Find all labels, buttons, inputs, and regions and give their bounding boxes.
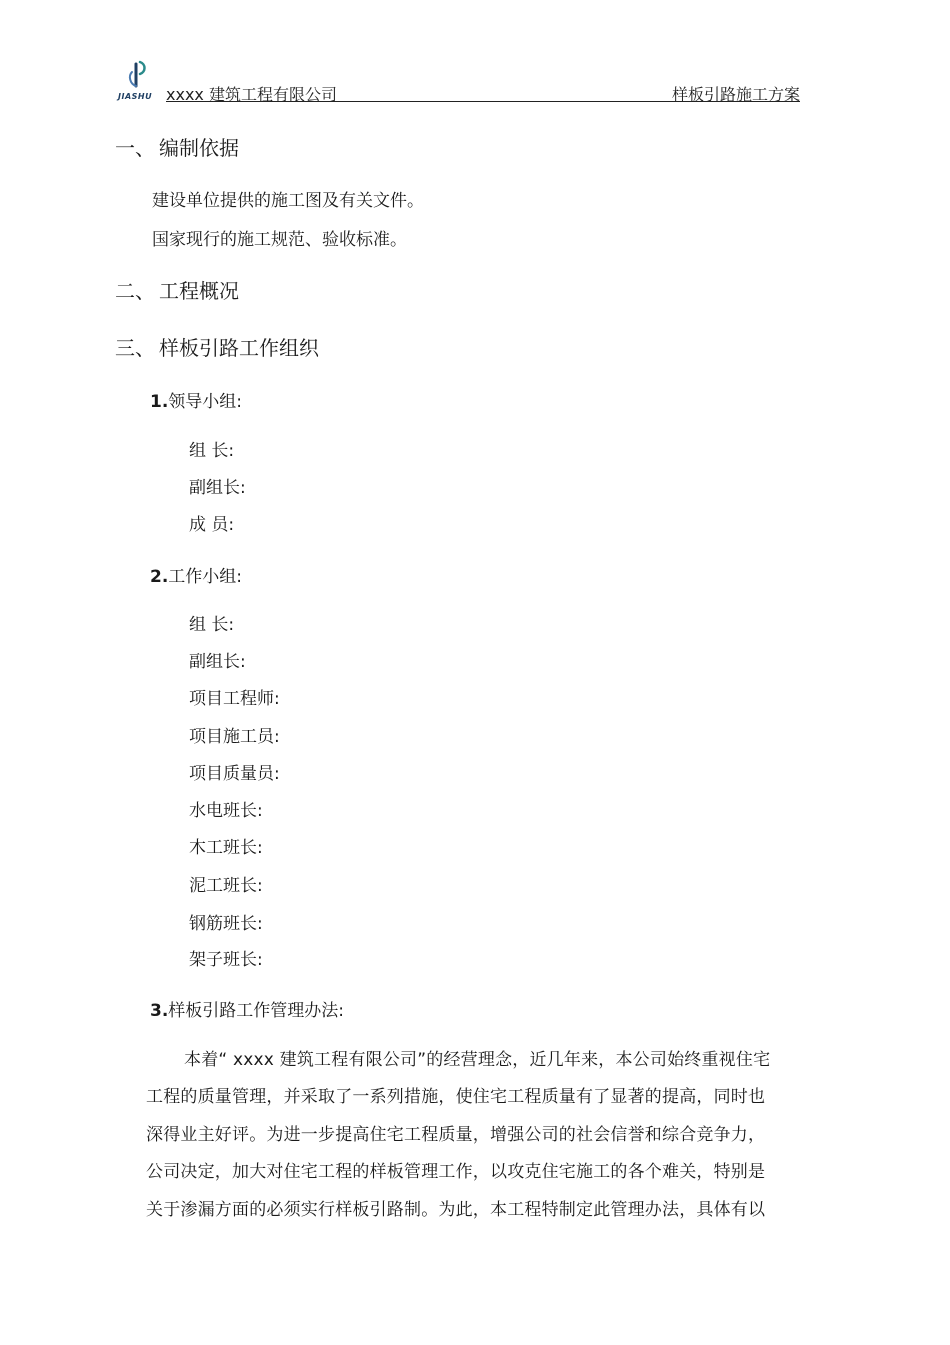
section-title: 工程概况 bbox=[159, 279, 239, 303]
section-title: 样板引路工作组织 bbox=[159, 336, 319, 360]
list-item: 副组长: bbox=[189, 478, 246, 498]
logo-mark-icon bbox=[118, 60, 158, 92]
header-company-name: xxxx 建筑工程有限公司 bbox=[166, 85, 337, 104]
list-item: 组 长: bbox=[189, 441, 235, 461]
list-item: 项目工程师: bbox=[189, 689, 280, 709]
subheading-title: 领导小组: bbox=[168, 392, 243, 412]
body-text-line: 深得业主好评。为进一步提高住宅工程质量，增强公司的社会信誉和综合竞争力， bbox=[146, 1125, 766, 1145]
list-item: 水电班长: bbox=[189, 801, 263, 821]
subheading-number: 1. bbox=[150, 392, 169, 412]
paragraph-basis-2: 国家现行的施工规范、验收标准。 bbox=[152, 230, 407, 250]
list-item: 木工班长: bbox=[189, 838, 263, 858]
subheading-management bbox=[150, 996, 344, 1021]
page-header bbox=[118, 60, 800, 104]
subheading-title: 工作小组: bbox=[168, 567, 243, 587]
body-text-line: 工程的质量管理，并采取了一系列措施，使住宅工程质量有了显著的提高，同时也 bbox=[146, 1087, 766, 1107]
section-heading-3 bbox=[115, 332, 319, 361]
section-title: 编制依据 bbox=[159, 136, 239, 160]
list-item: 项目施工员: bbox=[189, 727, 280, 747]
body-text-line: 本着“ xxxx 建筑工程有限公司”的经营理念，近几年来，本公司始终重视住宅 bbox=[184, 1050, 771, 1070]
subheading-title: 样板引路工作管理办法: bbox=[168, 1001, 345, 1021]
section-number: 一、 bbox=[115, 136, 155, 160]
list-item: 架子班长: bbox=[189, 950, 263, 970]
section-number: 二、 bbox=[115, 279, 155, 303]
header-document-title: 样板引路施工方案 bbox=[671, 85, 800, 104]
list-item: 成 员: bbox=[189, 515, 235, 535]
list-item: 钢筋班长: bbox=[189, 914, 263, 934]
subheading-number: 3. bbox=[150, 1001, 169, 1021]
list-item: 项目质量员: bbox=[189, 764, 280, 784]
subheading-work-group bbox=[150, 562, 242, 587]
subheading-number: 2. bbox=[150, 567, 169, 587]
section-heading-1 bbox=[115, 132, 239, 161]
list-item: 泥工班长: bbox=[189, 876, 263, 896]
company-logo bbox=[118, 60, 158, 102]
list-item: 组 长: bbox=[189, 615, 235, 635]
paragraph-basis-1: 建设单位提供的施工图及有关文件。 bbox=[152, 191, 424, 211]
subheading-leader-group bbox=[150, 387, 242, 412]
body-text-line: 关于渗漏方面的必须实行样板引路制。为此，本工程特制定此管理办法，具体有以 bbox=[146, 1200, 766, 1220]
list-item: 副组长: bbox=[189, 652, 246, 672]
logo-text: JIASHU bbox=[118, 92, 153, 101]
header-underline bbox=[166, 101, 800, 102]
body-text-line: 公司决定，加大对住宅工程的样板管理工作，以攻克住宅施工的各个难关，特别是 bbox=[146, 1162, 766, 1182]
section-heading-2 bbox=[115, 275, 239, 304]
section-number: 三、 bbox=[115, 336, 155, 360]
